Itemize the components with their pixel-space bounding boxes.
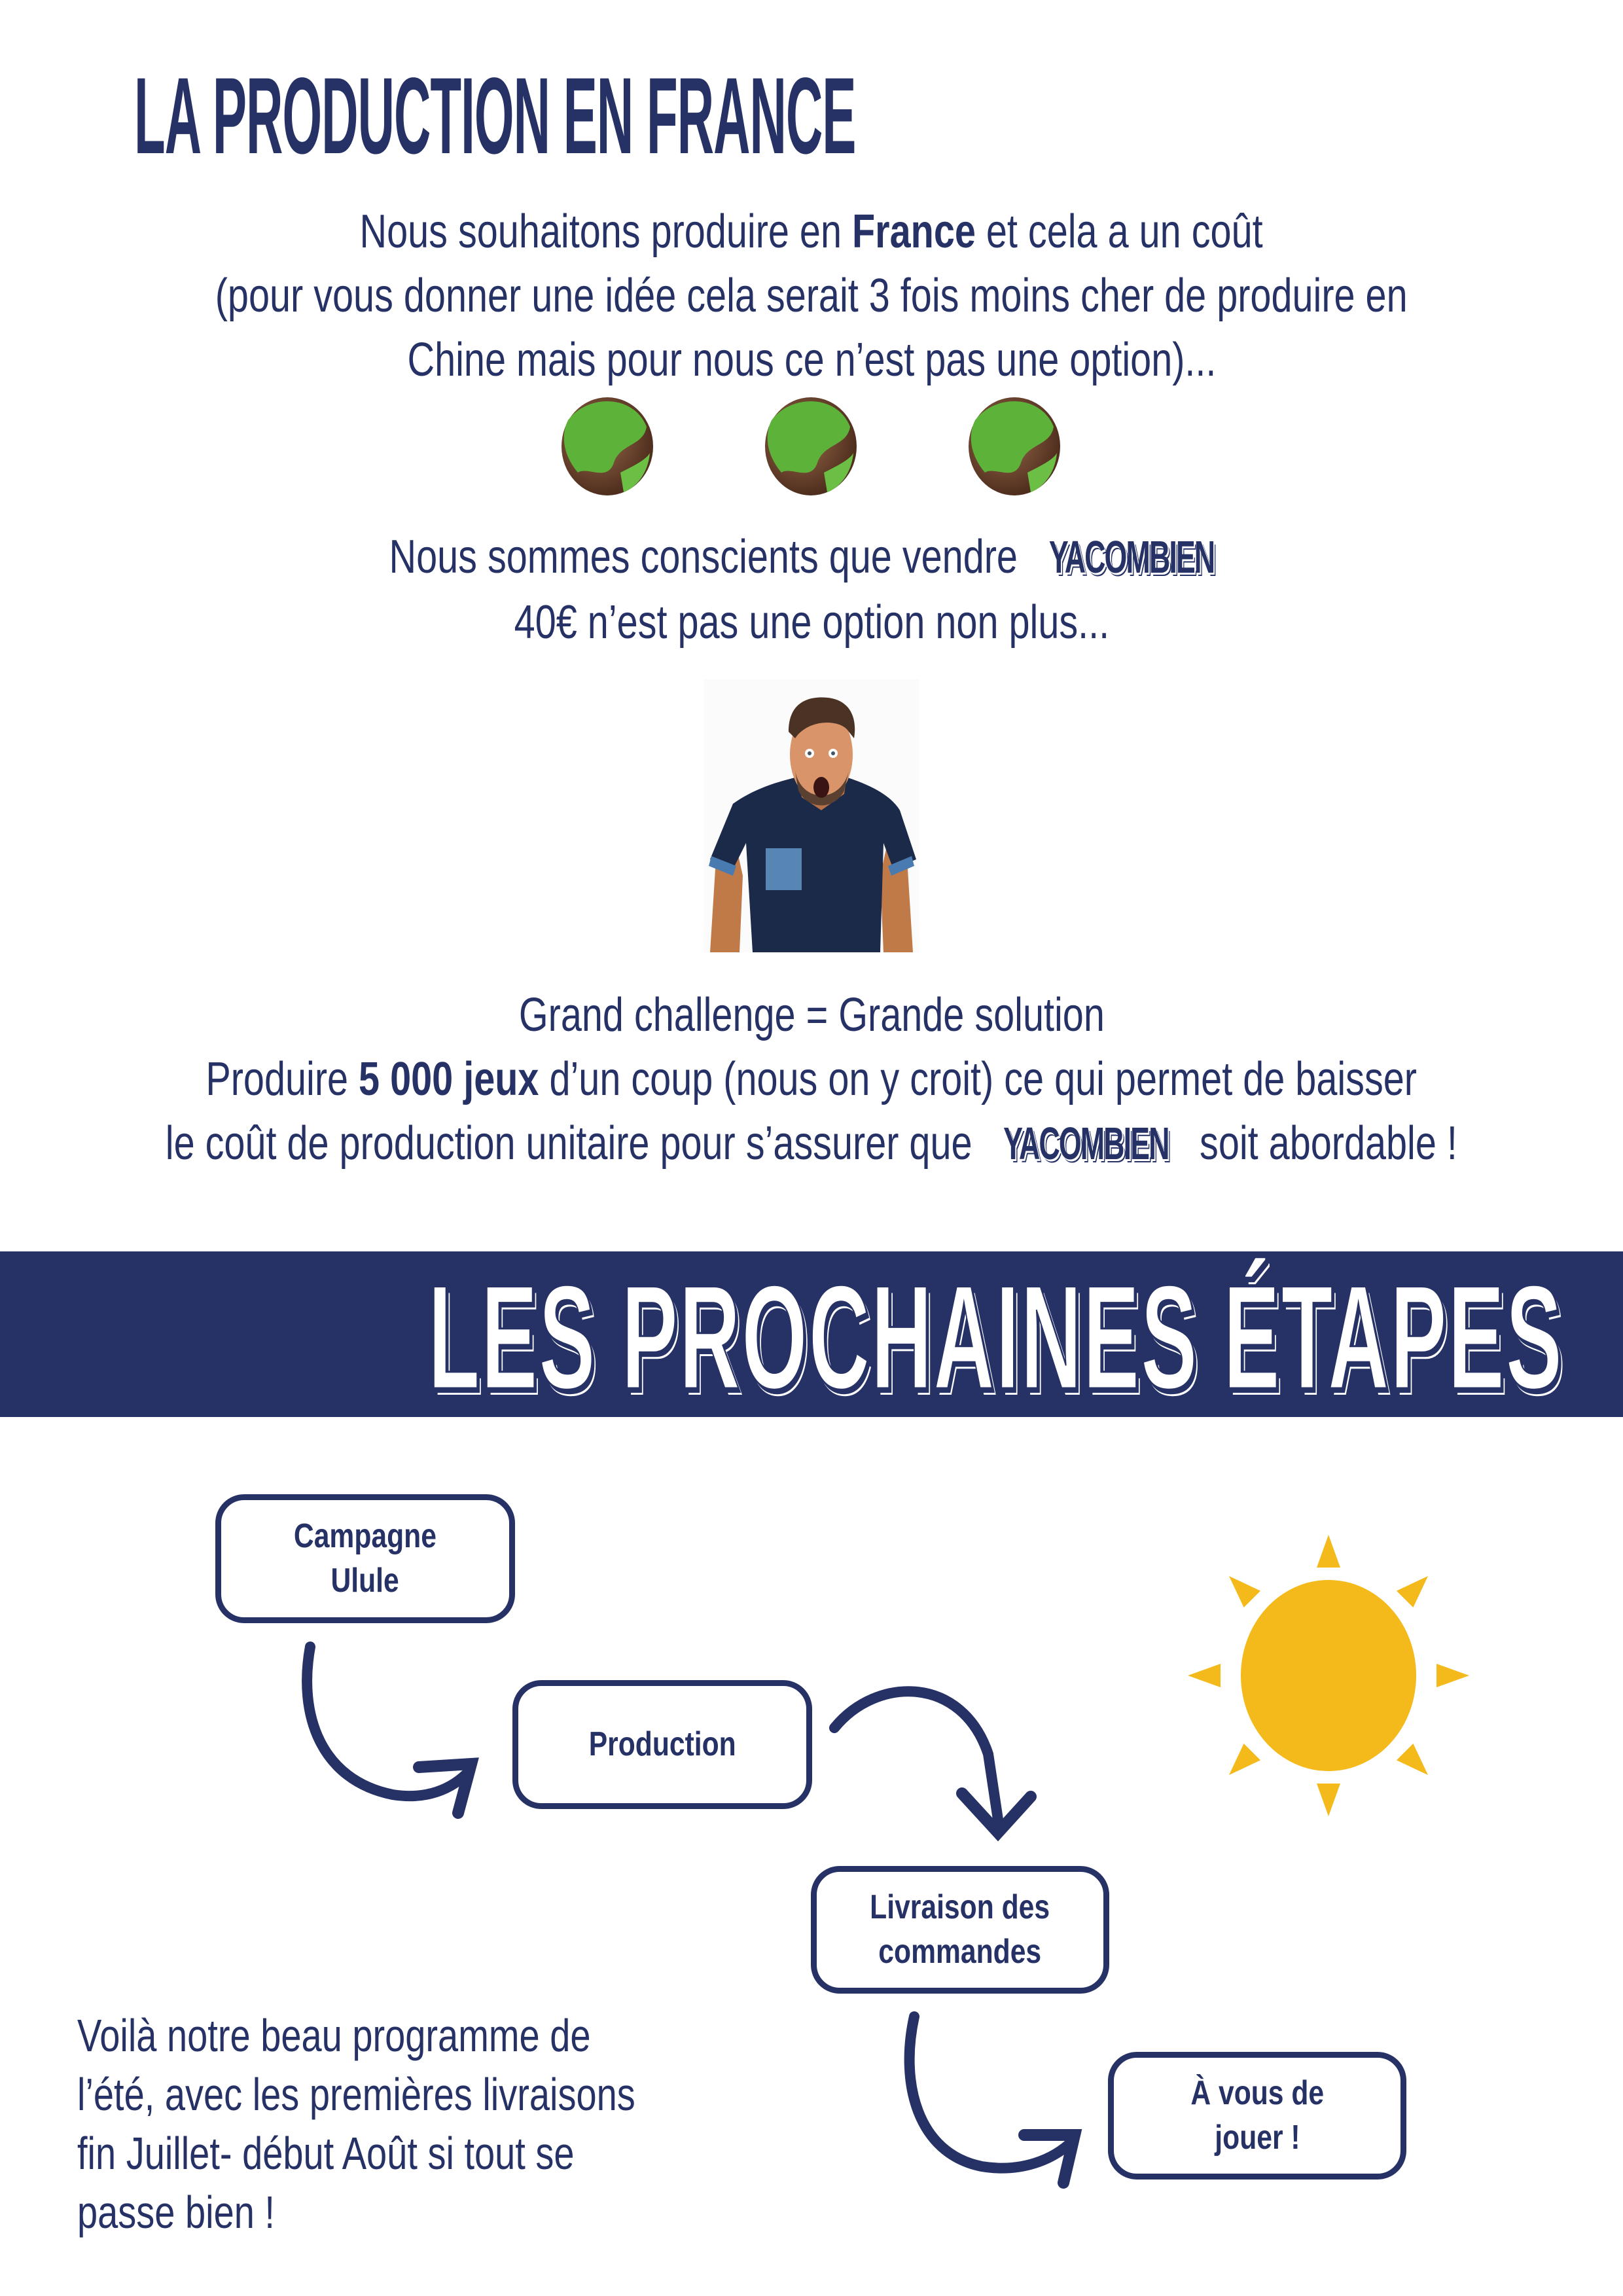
step-label: Production <box>588 1725 736 1763</box>
section-title: LA PRODUCTION EN FRANCE <box>134 56 856 177</box>
text: Nous souhaitons produire en <box>359 206 853 258</box>
challenge-line-1: Grand challenge = Grande solution <box>518 989 1105 1041</box>
text: le coût de production unitaire pour s’assurer que <box>165 1117 983 1170</box>
note-line: Voilà notre beau programme de <box>77 2010 591 2061</box>
bold-text: 5 000 jeux <box>359 1053 539 1105</box>
text: Produire <box>205 1053 359 1105</box>
arrow-icon <box>834 1691 1031 1833</box>
brand-name: YACOMBIEN <box>1048 531 1214 583</box>
step-label: À vous de <box>1190 2073 1324 2112</box>
price-line-2: 40€ n’est pas une option non plus... <box>514 596 1109 649</box>
step-label: commandes <box>878 1932 1042 1971</box>
text: Nous sommes conscients que vendre <box>389 531 1028 583</box>
intro-line-3: Chine mais pour nous ce n’est pas une option)... <box>407 334 1216 386</box>
step-label: Campagne <box>294 1516 437 1555</box>
bold-text: France <box>852 206 976 258</box>
text: soit abordable ! <box>1189 1117 1458 1170</box>
sun-icon <box>1188 1535 1469 1816</box>
step-label: Livraison des <box>870 1888 1050 1926</box>
step-production <box>512 1680 812 1809</box>
note-line: passe bien ! <box>77 2187 275 2238</box>
text: d’un coup (nous on y croit) ce qui permet de baisser <box>539 1053 1418 1105</box>
step-label: Ulule <box>330 1561 400 1600</box>
step-a-vous-de-jouer <box>1108 2052 1406 2179</box>
note-line: fin Juillet- début Août si tout se <box>77 2128 575 2179</box>
step-livraison <box>811 1866 1109 1994</box>
summer-program-note <box>77 2006 775 2242</box>
brand-name: YACOMBIEN <box>1003 1118 1169 1169</box>
step-campagne-ulule <box>215 1494 515 1623</box>
text: et cela a un coût <box>976 206 1264 258</box>
intro-line-2: (pour vous donner une idée cela serait 3 fois moins cher de produire en <box>215 270 1408 322</box>
arrow-icon <box>307 1647 471 1813</box>
step-label: jouer ! <box>1214 2118 1300 2157</box>
arrow-icon <box>910 2017 1075 2183</box>
note-line: l’été, avec les premières livraisons <box>77 2069 635 2120</box>
banner-title: LES PROCHAINES ÉTAPES <box>428 1254 1564 1420</box>
